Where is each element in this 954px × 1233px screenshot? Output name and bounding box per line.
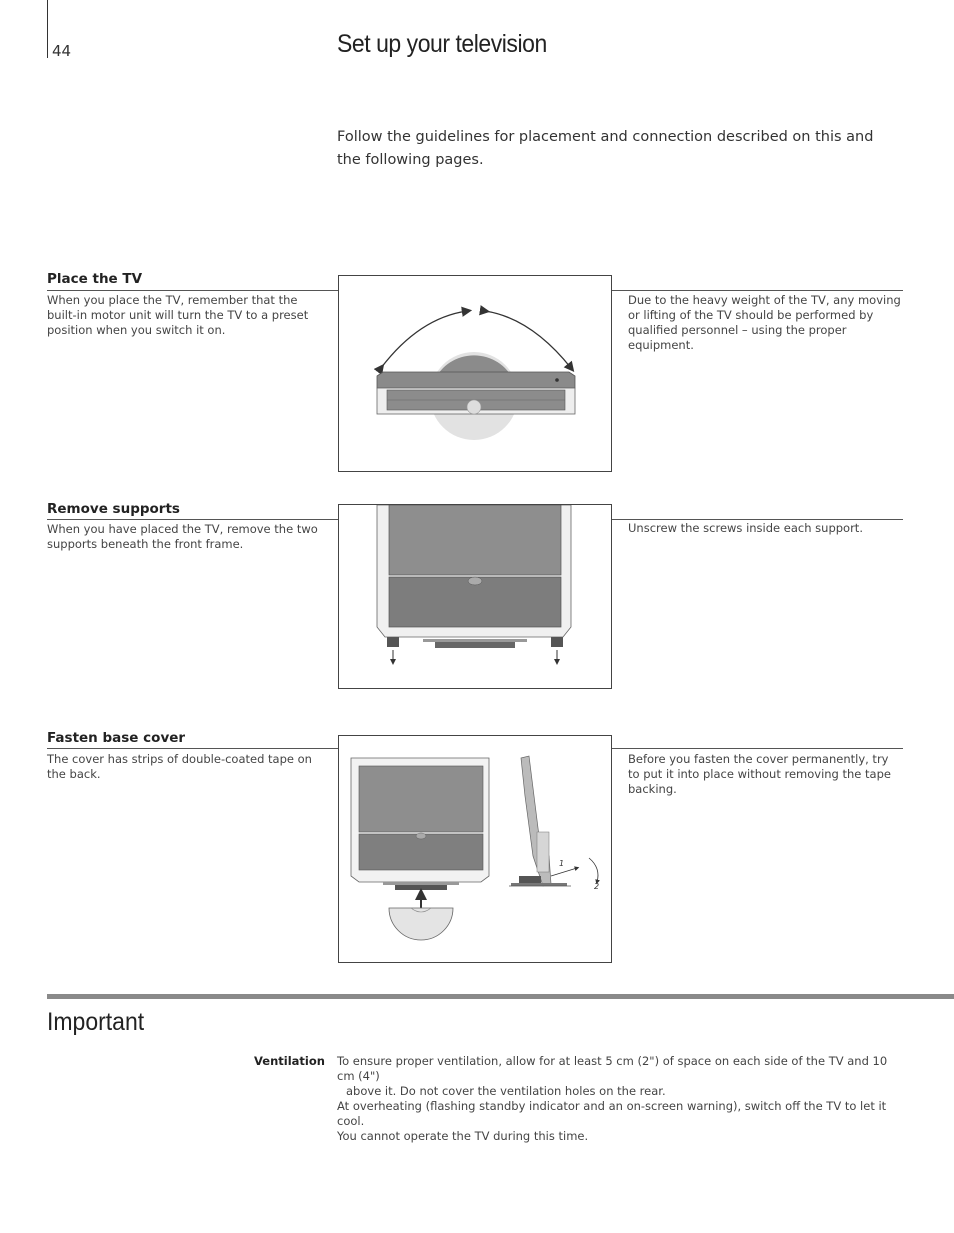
ventilation-label: Ventilation <box>254 1054 325 1068</box>
section-rule <box>611 290 903 291</box>
section-text-fasten-base-cover: The cover has strips of double-coated tape on the back. <box>47 752 312 781</box>
note-text-remove-supports: Unscrew the screws inside each support. <box>628 521 863 535</box>
section-title-fasten-base-cover: Fasten base cover <box>47 730 186 746</box>
section-title-remove-supports: Remove supports <box>47 501 180 517</box>
important-heading: Important <box>47 1008 145 1036</box>
ventilation-line: You cannot operate the TV during this time. <box>337 1129 589 1143</box>
section-text-place-tv: When you place the TV, remember that the built-in motor unit will turn the TV to a preset position when you switch it on. <box>47 293 309 337</box>
intro-text: Follow the guidelines for placement and connection described on this and the following pages. <box>337 129 874 168</box>
margin-rule <box>47 0 48 58</box>
section-rule <box>47 290 338 291</box>
figure-label-2: 2 <box>594 882 600 891</box>
ventilation-line: above it. Do not cover the ventilation holes on the rear. <box>346 1084 666 1098</box>
note-text-fasten-base-cover: Before you fasten the cover permanently, try to put it into place without removing the tape backing. <box>628 752 891 796</box>
ventilation-line: To ensure proper ventilation, allow for at least 5 cm (2") of space on each side of the TV and 10 cm (4") <box>337 1054 888 1083</box>
section-rule <box>611 748 903 749</box>
section-title-place-tv: Place the TV <box>47 271 143 287</box>
section-rule <box>47 748 338 749</box>
section-rule <box>47 519 338 520</box>
figure-remove-supports <box>338 504 612 689</box>
note-text-place-tv: Due to the heavy weight of the TV, any moving or lifting of the TV should be performed by qualified personnel – using the proper equipment. <box>628 293 901 352</box>
ventilation-text <box>337 1054 907 1144</box>
figure-fasten-base-cover <box>338 735 612 963</box>
ventilation-line: At overheating (flashing standby indicator and an on-screen warning), switch off the TV to let it cool. <box>337 1099 887 1128</box>
page-title: Set up your television <box>337 30 547 58</box>
figure-tv-rotation <box>338 275 612 472</box>
section-text-remove-supports: When you have placed the TV, remove the two supports beneath the front frame. <box>47 522 318 551</box>
section-rule <box>611 519 903 520</box>
important-divider <box>47 994 954 999</box>
page-number: 44 <box>52 42 72 60</box>
figure-label-1: 1 <box>559 859 565 868</box>
